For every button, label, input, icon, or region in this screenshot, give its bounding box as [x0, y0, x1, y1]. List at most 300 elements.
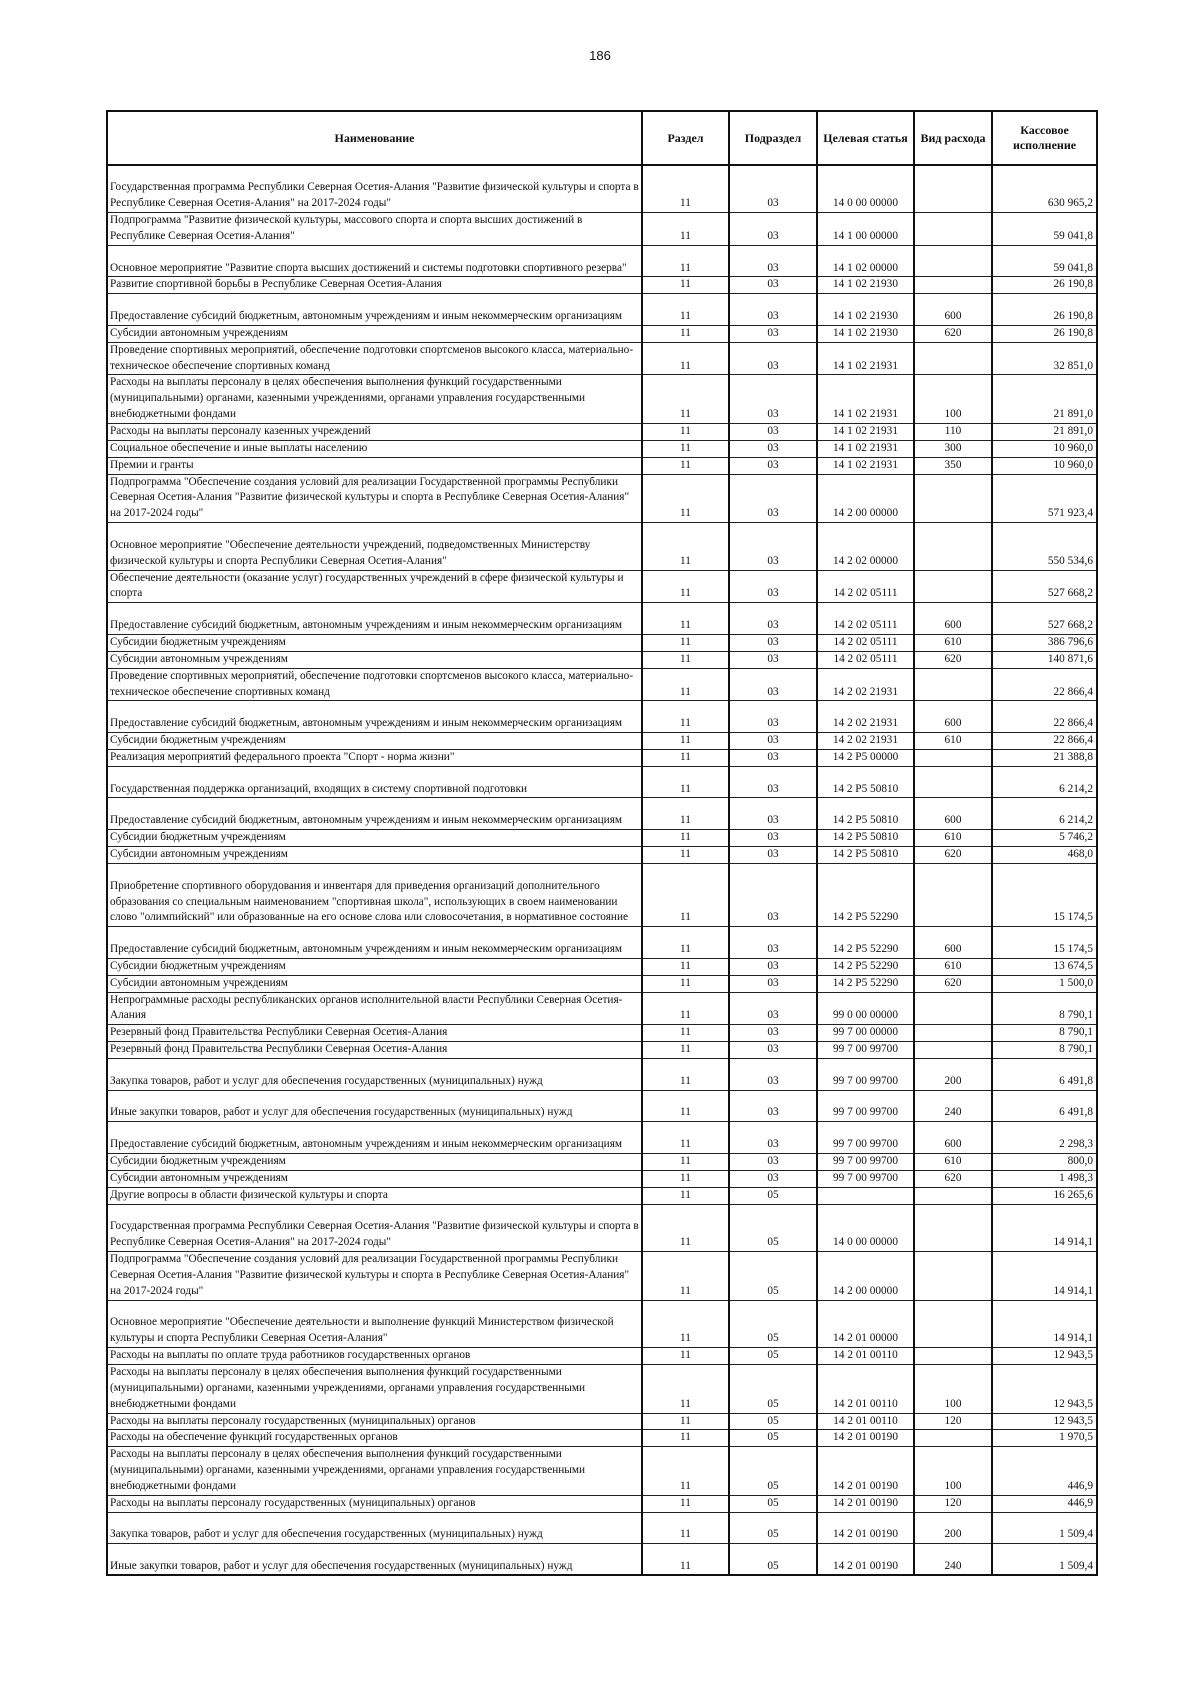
table-row [107, 1058, 1097, 1090]
row-amount: 1 970,5 [992, 1430, 1097, 1447]
table-row [107, 749, 1097, 766]
row-name: Субсидии бюджетным учреждениям [107, 733, 642, 750]
row-target-article: 99 7 00 99700 [817, 1170, 914, 1187]
row-razdel: 11 [642, 992, 729, 1025]
row-razdel: 11 [642, 958, 729, 975]
row-name: Предоставление субсидий бюджетным, автономным учреждениям и иным некоммерческим организациям [107, 798, 642, 830]
row-target-article: 14 2 P5 52290 [817, 927, 914, 959]
row-name: Подпрограмма "Развитие физической культуры, массового спорта и спорта высших достижений в Республике Северная Осетия-Алания" [107, 213, 642, 246]
row-podrazdel: 03 [729, 1170, 817, 1187]
row-podrazdel: 03 [729, 1058, 817, 1090]
row-expense-type: 610 [914, 830, 992, 847]
row-name: Расходы на выплаты персоналу в целях обеспечения выполнения функций государственными (муниципальными) органами, казенными учреждениями, органами управления государственными внебюджетными фондами [107, 1447, 642, 1496]
row-razdel: 11 [642, 1122, 729, 1154]
row-podrazdel: 05 [729, 1252, 817, 1301]
row-target-article: 99 7 00 99700 [817, 1058, 914, 1090]
budget-table-container [106, 110, 1096, 1576]
row-expense-type [914, 1025, 992, 1042]
table-row [107, 1204, 1097, 1252]
page-number: 186 [589, 48, 611, 63]
row-amount: 22 866,4 [992, 733, 1097, 750]
row-expense-type [914, 474, 992, 523]
row-razdel: 11 [642, 635, 729, 652]
table-row [107, 635, 1097, 652]
budget-execution-table [106, 110, 1098, 1576]
row-podrazdel: 03 [729, 846, 817, 863]
row-expense-type: 300 [914, 440, 992, 457]
row-target-article: 14 1 02 21931 [817, 424, 914, 441]
table-header [107, 111, 1097, 165]
row-name: Субсидии бюджетным учреждениям [107, 635, 642, 652]
row-target-article: 14 1 02 00000 [817, 245, 914, 277]
row-amount: 12 943,5 [992, 1365, 1097, 1414]
table-row [107, 277, 1097, 294]
row-podrazdel: 03 [729, 523, 817, 571]
table-row [107, 294, 1097, 326]
row-name: Расходы на выплаты персоналу в целях обеспечения выполнения функций государственными (муниципальными) органами, казенными учреждениями, органами управления государственными внебюджетными фондами [107, 375, 642, 424]
row-name: Премии и гранты [107, 457, 642, 474]
row-expense-type [914, 1430, 992, 1447]
row-amount: 6 491,8 [992, 1090, 1097, 1122]
row-expense-type: 100 [914, 375, 992, 424]
row-target-article: 99 7 00 99700 [817, 1042, 914, 1059]
row-name: Проведение спортивных мероприятий, обеспечение подготовки спортсменов высокого класса, материально-техническое обеспечение спортивных команд [107, 342, 642, 375]
row-target-article: 14 1 02 21931 [817, 440, 914, 457]
table-row [107, 375, 1097, 424]
row-expense-type [914, 668, 992, 701]
row-target-article: 14 2 00 00000 [817, 1252, 914, 1301]
row-razdel: 11 [642, 474, 729, 523]
row-name: Субсидии бюджетным учреждениям [107, 958, 642, 975]
row-target-article: 14 1 02 21930 [817, 325, 914, 342]
row-amount: 21 891,0 [992, 424, 1097, 441]
row-name: Другие вопросы в области физической культуры и спорта [107, 1187, 642, 1204]
row-amount: 32 851,0 [992, 342, 1097, 375]
table-row [107, 1090, 1097, 1122]
row-amount: 22 866,4 [992, 701, 1097, 733]
row-target-article: 14 1 02 21930 [817, 277, 914, 294]
table-row [107, 733, 1097, 750]
row-podrazdel: 03 [729, 342, 817, 375]
row-expense-type [914, 863, 992, 926]
row-expense-type: 610 [914, 733, 992, 750]
row-target-article: 99 7 00 99700 [817, 1154, 914, 1171]
row-name: Субсидии автономным учреждениям [107, 325, 642, 342]
table-row [107, 958, 1097, 975]
row-razdel: 11 [642, 798, 729, 830]
row-expense-type: 620 [914, 1170, 992, 1187]
table-row [107, 1042, 1097, 1059]
row-podrazdel: 03 [729, 733, 817, 750]
row-razdel: 11 [642, 603, 729, 635]
row-expense-type [914, 523, 992, 571]
table-row [107, 668, 1097, 701]
row-expense-type: 620 [914, 651, 992, 668]
row-name: Закупка товаров, работ и услуг для обеспечения государственных (муниципальных) нужд [107, 1058, 642, 1090]
row-podrazdel: 03 [729, 798, 817, 830]
table-row [107, 1512, 1097, 1544]
row-razdel: 11 [642, 733, 729, 750]
row-amount: 630 965,2 [992, 165, 1097, 213]
row-target-article: 14 2 01 00190 [817, 1495, 914, 1512]
header-razdel: Раздел [642, 111, 729, 165]
row-razdel: 11 [642, 1170, 729, 1187]
row-target-article: 14 2 P5 50810 [817, 766, 914, 798]
table-row [107, 342, 1097, 375]
row-podrazdel: 03 [729, 1025, 817, 1042]
row-expense-type: 100 [914, 1365, 992, 1414]
row-expense-type: 620 [914, 325, 992, 342]
row-amount: 13 674,5 [992, 958, 1097, 975]
table-row [107, 1495, 1097, 1512]
row-amount: 10 960,0 [992, 457, 1097, 474]
row-expense-type [914, 992, 992, 1025]
row-expense-type: 600 [914, 798, 992, 830]
row-podrazdel: 03 [729, 651, 817, 668]
row-podrazdel: 05 [729, 1544, 817, 1576]
row-name: Социальное обеспечение и иные выплаты населению [107, 440, 642, 457]
row-podrazdel: 05 [729, 1300, 817, 1348]
row-razdel: 11 [642, 701, 729, 733]
row-razdel: 11 [642, 1042, 729, 1059]
row-podrazdel: 03 [729, 749, 817, 766]
row-amount: 1 498,3 [992, 1170, 1097, 1187]
row-target-article: 14 1 02 21931 [817, 457, 914, 474]
row-razdel: 11 [642, 342, 729, 375]
row-target-article: 14 2 02 21931 [817, 668, 914, 701]
row-target-article: 14 0 00 00000 [817, 1204, 914, 1252]
row-podrazdel: 03 [729, 440, 817, 457]
row-podrazdel: 03 [729, 668, 817, 701]
row-razdel: 11 [642, 375, 729, 424]
row-name: Предоставление субсидий бюджетным, автономным учреждениям и иным некоммерческим организациям [107, 701, 642, 733]
row-podrazdel: 03 [729, 701, 817, 733]
row-expense-type: 620 [914, 846, 992, 863]
row-amount: 16 265,6 [992, 1187, 1097, 1204]
row-podrazdel: 03 [729, 1154, 817, 1171]
row-podrazdel: 03 [729, 245, 817, 277]
row-podrazdel: 05 [729, 1365, 817, 1414]
row-target-article: 14 2 01 00190 [817, 1512, 914, 1544]
row-name: Основное мероприятие "Обеспечение деятельности учреждений, подведомственных Министерству физической культуры и спорта Республики Северная Осетия-Алания" [107, 523, 642, 571]
table-row [107, 927, 1097, 959]
row-name: Предоставление субсидий бюджетным, автономным учреждениям и иным некоммерческим организациям [107, 603, 642, 635]
row-podrazdel: 05 [729, 1413, 817, 1430]
row-target-article: 14 2 P5 50810 [817, 798, 914, 830]
row-razdel: 11 [642, 1204, 729, 1252]
row-target-article: 14 1 02 21931 [817, 375, 914, 424]
row-target-article: 99 0 00 00000 [817, 992, 914, 1025]
row-podrazdel: 03 [729, 863, 817, 926]
header-kassovoe: Кассовое исполнение [992, 111, 1097, 165]
row-podrazdel: 05 [729, 1430, 817, 1447]
row-name: Расходы на обеспечение функций государственных органов [107, 1430, 642, 1447]
row-razdel: 11 [642, 830, 729, 847]
row-razdel: 11 [642, 1252, 729, 1301]
table-row [107, 651, 1097, 668]
row-amount: 800,0 [992, 1154, 1097, 1171]
table-row [107, 1154, 1097, 1171]
row-name: Государственная программа Республики Северная Осетия-Алания "Развитие физической культуры и спорта в Республике Северная Осетия-Алания" на 2017-2024 годы" [107, 1204, 642, 1252]
row-target-article: 14 2 P5 50810 [817, 830, 914, 847]
row-razdel: 11 [642, 424, 729, 441]
table-row [107, 1544, 1097, 1576]
row-expense-type: 600 [914, 927, 992, 959]
row-amount: 6 214,2 [992, 798, 1097, 830]
row-target-article: 14 2 P5 52290 [817, 958, 914, 975]
row-target-article: 14 2 01 00000 [817, 1300, 914, 1348]
row-amount: 1 509,4 [992, 1512, 1097, 1544]
row-name: Государственная поддержка организаций, входящих в систему спортивной подготовки [107, 766, 642, 798]
row-amount: 6 491,8 [992, 1058, 1097, 1090]
row-name: Реализация мероприятий федерального проекта "Спорт - норма жизни" [107, 749, 642, 766]
row-name: Субсидии автономным учреждениям [107, 846, 642, 863]
row-target-article: 14 2 P5 50810 [817, 846, 914, 863]
row-razdel: 11 [642, 846, 729, 863]
row-name: Предоставление субсидий бюджетным, автономным учреждениям и иным некоммерческим организациям [107, 294, 642, 326]
row-amount: 59 041,8 [992, 213, 1097, 246]
row-amount: 8 790,1 [992, 1042, 1097, 1059]
row-podrazdel: 03 [729, 375, 817, 424]
table-row [107, 766, 1097, 798]
row-podrazdel: 03 [729, 213, 817, 246]
row-amount: 8 790,1 [992, 1025, 1097, 1042]
row-expense-type [914, 1300, 992, 1348]
row-name: Субсидии автономным учреждениям [107, 1170, 642, 1187]
row-amount: 10 960,0 [992, 440, 1097, 457]
row-podrazdel: 03 [729, 457, 817, 474]
row-target-article: 14 0 00 00000 [817, 165, 914, 213]
row-name: Резервный фонд Правительства Республики Северная Осетия-Алания [107, 1042, 642, 1059]
row-expense-type [914, 1252, 992, 1301]
row-amount: 26 190,8 [992, 325, 1097, 342]
row-name: Иные закупки товаров, работ и услуг для обеспечения государственных (муниципальных) нужд [107, 1544, 642, 1576]
table-row [107, 1430, 1097, 1447]
table-row [107, 603, 1097, 635]
row-expense-type: 620 [914, 975, 992, 992]
row-expense-type: 200 [914, 1058, 992, 1090]
row-name: Закупка товаров, работ и услуг для обеспечения государственных (муниципальных) нужд [107, 1512, 642, 1544]
row-amount: 21 891,0 [992, 375, 1097, 424]
table-row [107, 975, 1097, 992]
row-amount: 59 041,8 [992, 245, 1097, 277]
row-razdel: 11 [642, 1300, 729, 1348]
table-row [107, 846, 1097, 863]
row-podrazdel: 03 [729, 975, 817, 992]
row-amount: 15 174,5 [992, 927, 1097, 959]
row-razdel: 11 [642, 651, 729, 668]
row-name: Государственная программа Республики Северная Осетия-Алания "Развитие физической культуры и спорта в Республике Северная Осетия-Алания" на 2017-2024 годы" [107, 165, 642, 213]
table-body [107, 165, 1097, 1575]
table-row [107, 863, 1097, 926]
row-amount: 12 943,5 [992, 1413, 1097, 1430]
row-name: Субсидии автономным учреждениям [107, 651, 642, 668]
header-name: Наименование [107, 111, 642, 165]
row-amount: 15 174,5 [992, 863, 1097, 926]
row-podrazdel: 03 [729, 277, 817, 294]
row-target-article: 99 7 00 00000 [817, 1025, 914, 1042]
row-podrazdel: 03 [729, 766, 817, 798]
table-row [107, 1348, 1097, 1365]
row-name: Развитие спортивной борьбы в Республике Северная Осетия-Алания [107, 277, 642, 294]
row-razdel: 11 [642, 749, 729, 766]
table-row [107, 1365, 1097, 1414]
row-razdel: 11 [642, 1544, 729, 1576]
row-razdel: 11 [642, 863, 729, 926]
table-row [107, 1025, 1097, 1042]
table-row [107, 165, 1097, 213]
row-name: Подпрограмма "Обеспечение создания условий для реализации Государственной программы Республики Северная Осетия-Алания "Развитие физической культуры и спорта в Республике Северная Осетия-Алания" на 2017-2024 годы" [107, 474, 642, 523]
row-name: Субсидии бюджетным учреждениям [107, 1154, 642, 1171]
row-podrazdel: 05 [729, 1512, 817, 1544]
row-expense-type: 600 [914, 294, 992, 326]
row-podrazdel: 05 [729, 1204, 817, 1252]
row-amount: 1 500,0 [992, 975, 1097, 992]
row-expense-type: 240 [914, 1090, 992, 1122]
row-expense-type [914, 165, 992, 213]
row-razdel: 11 [642, 523, 729, 571]
row-podrazdel: 03 [729, 992, 817, 1025]
row-expense-type [914, 766, 992, 798]
header-podrazdel: Подраздел [729, 111, 817, 165]
row-name: Расходы на выплаты по оплате труда работников государственных органов [107, 1348, 642, 1365]
row-expense-type [914, 342, 992, 375]
row-expense-type [914, 1204, 992, 1252]
row-razdel: 11 [642, 1025, 729, 1042]
row-amount: 140 871,6 [992, 651, 1097, 668]
row-name: Расходы на выплаты персоналу государственных (муниципальных) органов [107, 1413, 642, 1430]
row-name: Основное мероприятие "Обеспечение деятельности и выполнение функций Министерством физической культуры и спорта Республики Северная Осетия-Алания" [107, 1300, 642, 1348]
row-name: Непрограммные расходы республиканских органов исполнительной власти Республики Северная Осетия-Алания [107, 992, 642, 1025]
row-expense-type: 100 [914, 1447, 992, 1496]
row-razdel: 11 [642, 440, 729, 457]
row-amount: 26 190,8 [992, 277, 1097, 294]
row-amount: 1 509,4 [992, 1544, 1097, 1576]
row-amount: 571 923,4 [992, 474, 1097, 523]
row-amount: 446,9 [992, 1447, 1097, 1496]
row-target-article: 14 2 00 00000 [817, 474, 914, 523]
row-expense-type: 610 [914, 635, 992, 652]
table-row [107, 1252, 1097, 1301]
row-razdel: 11 [642, 1413, 729, 1430]
row-target-article [817, 1187, 914, 1204]
row-name: Иные закупки товаров, работ и услуг для обеспечения государственных (муниципальных) нужд [107, 1090, 642, 1122]
row-amount: 2 298,3 [992, 1122, 1097, 1154]
row-razdel: 11 [642, 570, 729, 603]
row-target-article: 14 2 02 05111 [817, 651, 914, 668]
row-amount: 527 668,2 [992, 603, 1097, 635]
table-row [107, 798, 1097, 830]
row-target-article: 14 2 02 05111 [817, 570, 914, 603]
row-razdel: 11 [642, 1495, 729, 1512]
table-row [107, 1187, 1097, 1204]
row-target-article: 14 1 02 21931 [817, 342, 914, 375]
row-razdel: 11 [642, 975, 729, 992]
row-target-article: 99 7 00 99700 [817, 1122, 914, 1154]
row-razdel: 11 [642, 294, 729, 326]
row-amount: 550 534,6 [992, 523, 1097, 571]
row-amount: 8 790,1 [992, 992, 1097, 1025]
row-amount: 14 914,1 [992, 1252, 1097, 1301]
row-expense-type [914, 213, 992, 246]
row-podrazdel: 03 [729, 1090, 817, 1122]
header-vid: Вид расхода [914, 111, 992, 165]
row-expense-type: 600 [914, 701, 992, 733]
row-expense-type: 610 [914, 1154, 992, 1171]
row-podrazdel: 03 [729, 927, 817, 959]
table-row [107, 830, 1097, 847]
table-row [107, 1413, 1097, 1430]
row-expense-type: 600 [914, 1122, 992, 1154]
row-podrazdel: 03 [729, 424, 817, 441]
row-razdel: 11 [642, 1512, 729, 1544]
row-expense-type [914, 570, 992, 603]
row-razdel: 11 [642, 457, 729, 474]
row-expense-type: 600 [914, 603, 992, 635]
row-razdel: 11 [642, 1430, 729, 1447]
table-row [107, 440, 1097, 457]
row-razdel: 11 [642, 1154, 729, 1171]
row-target-article: 14 2 01 00110 [817, 1348, 914, 1365]
row-name: Предоставление субсидий бюджетным, автономным учреждениям и иным некоммерческим организациям [107, 927, 642, 959]
table-row [107, 325, 1097, 342]
table-row [107, 570, 1097, 603]
row-expense-type: 120 [914, 1495, 992, 1512]
row-expense-type [914, 1042, 992, 1059]
row-podrazdel: 03 [729, 570, 817, 603]
row-expense-type: 200 [914, 1512, 992, 1544]
row-expense-type [914, 245, 992, 277]
row-podrazdel: 03 [729, 1122, 817, 1154]
row-target-article: 14 1 02 21930 [817, 294, 914, 326]
row-target-article: 14 1 00 00000 [817, 213, 914, 246]
row-target-article: 14 2 P5 52290 [817, 863, 914, 926]
row-name: Субсидии бюджетным учреждениям [107, 830, 642, 847]
row-amount: 468,0 [992, 846, 1097, 863]
row-target-article: 14 2 01 00190 [817, 1430, 914, 1447]
row-target-article: 14 2 01 00110 [817, 1365, 914, 1414]
row-podrazdel: 03 [729, 325, 817, 342]
row-amount: 5 746,2 [992, 830, 1097, 847]
row-target-article: 14 2 01 00110 [817, 1413, 914, 1430]
row-razdel: 11 [642, 1187, 729, 1204]
row-expense-type [914, 749, 992, 766]
row-amount: 26 190,8 [992, 294, 1097, 326]
row-expense-type: 350 [914, 457, 992, 474]
row-target-article: 99 7 00 99700 [817, 1090, 914, 1122]
row-expense-type: 610 [914, 958, 992, 975]
row-name: Расходы на выплаты персоналу в целях обеспечения выполнения функций государственными (муниципальными) органами, казенными учреждениями, органами управления государственными внебюджетными фондами [107, 1365, 642, 1414]
row-expense-type: 240 [914, 1544, 992, 1576]
row-podrazdel: 03 [729, 1042, 817, 1059]
row-razdel: 11 [642, 213, 729, 246]
row-razdel: 11 [642, 1348, 729, 1365]
row-target-article: 14 2 02 00000 [817, 523, 914, 571]
row-amount: 14 914,1 [992, 1300, 1097, 1348]
table-row [107, 1170, 1097, 1187]
row-razdel: 11 [642, 766, 729, 798]
row-podrazdel: 03 [729, 830, 817, 847]
table-row [107, 457, 1097, 474]
row-razdel: 11 [642, 277, 729, 294]
table-row [107, 701, 1097, 733]
row-razdel: 11 [642, 1365, 729, 1414]
row-expense-type [914, 1187, 992, 1204]
row-podrazdel: 03 [729, 294, 817, 326]
row-amount: 386 796,6 [992, 635, 1097, 652]
row-amount: 21 388,8 [992, 749, 1097, 766]
row-amount: 446,9 [992, 1495, 1097, 1512]
